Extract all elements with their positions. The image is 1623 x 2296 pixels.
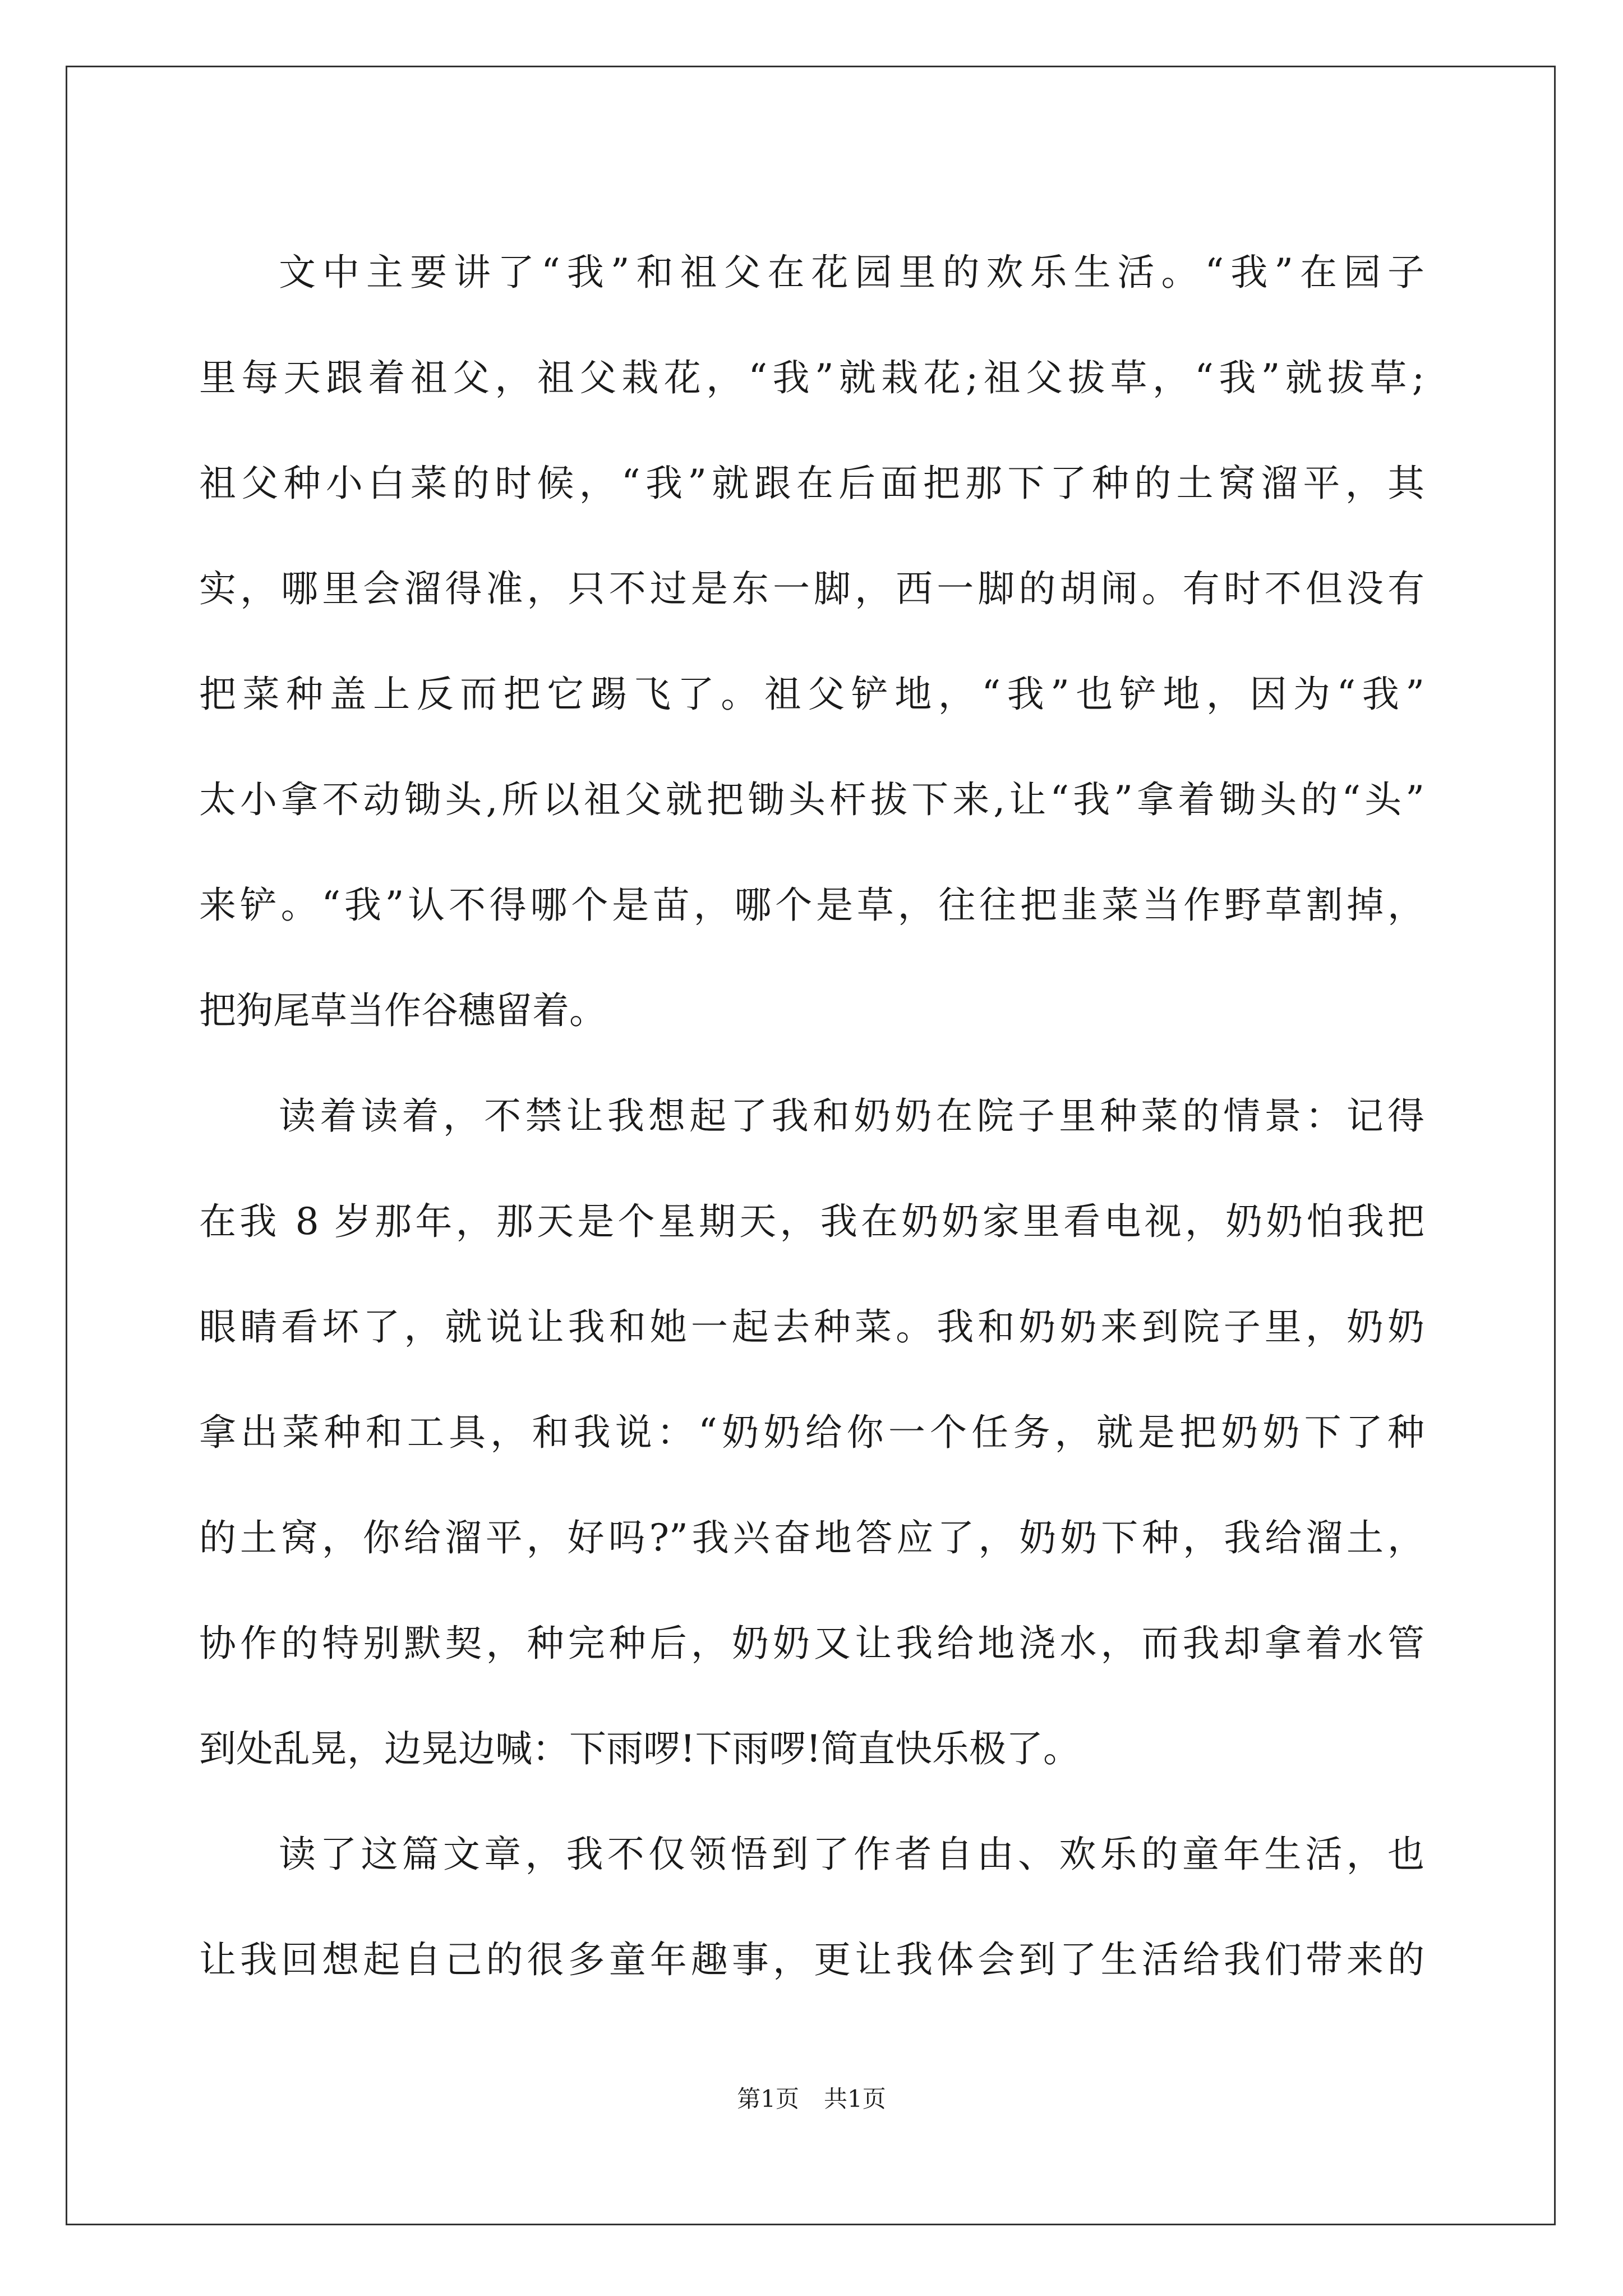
paragraph-1-line-5: 把菜种盖上反而把它踢飞了。祖父铲地，“我”也铲地，因为“我” (199, 673, 1424, 716)
page-number-current: 第1页 (737, 2085, 799, 2113)
paragraph-2-line-2: 在我 8 岁那年，那天是个星期天，我在奶奶家里看电视，奶奶怕我把 (199, 1200, 1424, 1243)
paragraph-2-line-4: 拿出菜种和工具，和我说：“奶奶给你一个任务，就是把奶奶下了种 (199, 1411, 1424, 1454)
paragraph-3-line-1: 读了这篇文章，我不仅领悟到了作者自由、欢乐的童年生活，也 (279, 1833, 1424, 1876)
page-number-total: 共1页 (824, 2085, 886, 2113)
paragraph-1-line-4: 实，哪里会溜得准，只不过是东一脚，西一脚的胡闹。有时不但没有 (199, 567, 1424, 610)
paragraph-1-line-2: 里每天跟着祖父，祖父栽花，“我”就栽花;祖父拔草，“我”就拔草; (199, 356, 1424, 399)
paragraph-2-line-5: 的土窝，你给溜平，好吗?”我兴奋地答应了，奶奶下种，我给溜土， (199, 1516, 1424, 1559)
paragraph-2-line-3: 眼睛看坏了，就说让我和她一起去种菜。我和奶奶来到院子里，奶奶 (199, 1305, 1424, 1349)
paragraph-3-line-2: 让我回想起自己的很多童年趣事，更让我体会到了生活给我们带来的 (199, 1938, 1424, 1981)
paragraph-2-line-6: 协作的特别默契，种完种后，奶奶又让我给地浇水，而我却拿着水管 (199, 1622, 1424, 1665)
page-footer (0, 2082, 1623, 2116)
paragraph-2-line-1: 读着读着，不禁让我想起了我和奶奶在院子里种菜的情景：记得 (279, 1094, 1424, 1138)
paragraph-1-line-6: 太小拿不动锄头,所以祖父就把锄头杆拔下来,让“我”拿着锄头的“头” (199, 778, 1424, 821)
paragraph-1-line-8: 把狗尾草当作谷穗留着。 (199, 989, 606, 1032)
paragraph-2-line-7: 到处乱晃，边晃边喊：下雨啰!下雨啰!简直快乐极了。 (199, 1727, 1081, 1770)
paragraph-1-line-1: 文中主要讲了“我”和祖父在花园里的欢乐生活。“我”在园子 (279, 251, 1424, 294)
paragraph-1-line-3: 祖父种小白菜的时候，“我”就跟在后面把那下了种的土窝溜平，其 (199, 462, 1424, 505)
document-body (199, 220, 1424, 2013)
paragraph-1-line-7: 来铲。“我”认不得哪个是苗，哪个是草，往往把韭菜当作野草割掉， (199, 884, 1424, 927)
